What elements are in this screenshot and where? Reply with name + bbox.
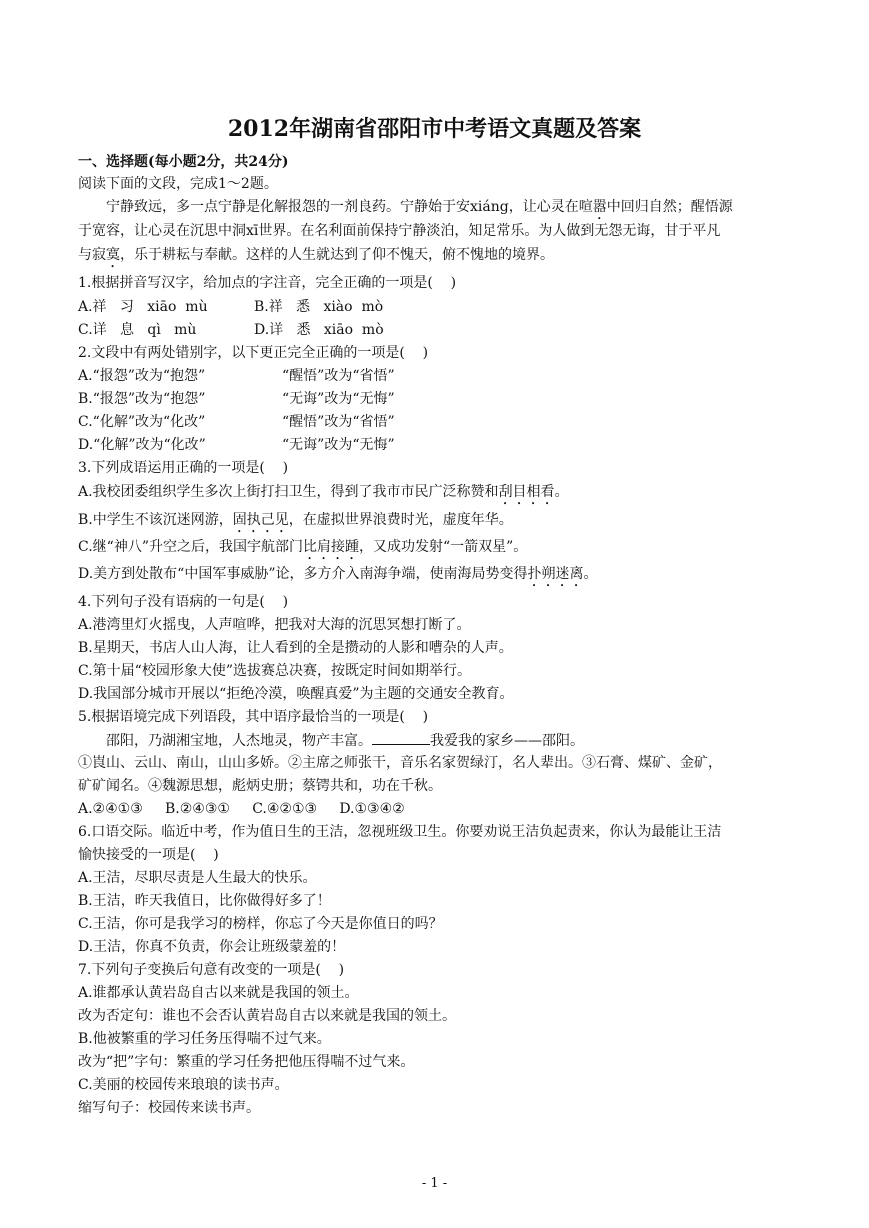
q5-line-1: ①崀山、云山、南山，山山多娇。②主席之师张干，音乐名家贺绿汀，名人辈出。③石膏、煤矿、金矿， bbox=[78, 755, 722, 771]
q7-option-b: B.他被繁重的学习任务压得喘不过气来。 bbox=[78, 1031, 331, 1047]
q3-stem: 3.下列成语运用正确的一项是( ) bbox=[78, 460, 289, 476]
q6-option-d: D.王洁，你真不负责，你会让班级蒙羞的！ bbox=[78, 939, 346, 955]
q3-option-c: C.继“神八”升空之后，我国宇航部门比肩接踵，又成功发射“一箭双星”。 bbox=[78, 539, 528, 555]
passage-line-3: 与寂寞，乐于耕耘与奉献。这样的人生就达到了仰不愧天，俯不愧地的境界。 bbox=[78, 247, 554, 263]
q1-option-b: B.祥 悉 xiào mò bbox=[254, 299, 384, 315]
q2-stem: 2.文段中有两处错别字，以下更正完全正确的一项是( ) bbox=[78, 345, 429, 361]
q5-line-2: 矿矿闻名。④魏源思想，彪炳史册；蔡锷共和，功在千秋。 bbox=[78, 778, 442, 794]
q2-option-c: C.“化解”改为“化改” “醒悟”改为“省悟” bbox=[78, 414, 395, 430]
q4-stem: 4.下列句子没有语病的一句是( ) bbox=[78, 594, 289, 610]
q5-blank bbox=[372, 730, 430, 745]
q7-option-b-change: 改为“把”字句：繁重的学习任务把他压得喘不过气来。 bbox=[78, 1054, 415, 1070]
q7-stem: 7.下列句子变换后句意有改变的一项是( ) bbox=[78, 962, 345, 978]
intro-text: 阅读下面的文段，完成1～2题。 bbox=[78, 176, 278, 192]
q4-option-c: C.第十届“校园形象大使”选拔赛总决赛，按既定时间如期举行。 bbox=[78, 663, 471, 679]
q3-option-b: B.中学生不该沉迷网游，固执己见，在虚拟世界浪费时光，虚度年华。 bbox=[78, 512, 513, 528]
q6-option-a: A.王洁，尽职尽责是人生最大的快乐。 bbox=[78, 870, 317, 886]
q1-options-row2 bbox=[78, 320, 799, 340]
q4-option-d: D.我国部分城市开展以“拒绝冷漠，唤醒真爱”为主题的交通安全教育。 bbox=[78, 686, 514, 702]
q6-option-b: B.王洁，昨天我值日，比你做得好多了！ bbox=[78, 893, 331, 909]
q1-option-c: C.详 息 qì mù bbox=[78, 322, 197, 338]
q1-option-a: A.祥 习 xiāo mù bbox=[78, 299, 208, 315]
q3-option-d: D.美方到处散布“中国军事威胁”论，多方介入南海争端，使南海局势变得扑朔迷离。 bbox=[78, 566, 598, 582]
passage-line-1: 宁静致远，多一点宁静是化解报怨的一剂良药。宁静始于安xiáng，让心灵在喧嚣中回归自然；醒悟源 bbox=[106, 199, 733, 215]
q7-option-c: C.美丽的校园传来琅琅的读书声。 bbox=[78, 1077, 289, 1093]
q1-stem: 1.根据拼音写汉字，给加点的字注音，完全正确的一项是( ) bbox=[78, 275, 457, 291]
q4-option-b: B.星期天，书店人山人海，让人看到的全是攒动的人影和嘈杂的人声。 bbox=[78, 640, 513, 656]
q4-option-a: A.港湾里灯火摇曳，人声喧哗，把我对大海的沉思冥想打断了。 bbox=[78, 617, 471, 633]
q2-option-d: D.“化解”改为“化改” “无诲”改为“无悔” bbox=[78, 437, 395, 453]
q3-option-a: A.我校团委组织学生多次上街打扫卫生，得到了我市市民广泛称赞和刮目相看。 bbox=[78, 484, 569, 500]
page-number: - 1 - bbox=[421, 1176, 448, 1191]
q6-stem-1: 6.口语交际。临近中考，作为值日生的王洁，忽视班级卫生。你要劝说王洁负起责来，你认为最能让王洁 bbox=[78, 824, 722, 840]
q6-option-c: C.王洁，你可是我学习的榜样，你忘了今天是你值日的吗？ bbox=[78, 916, 443, 932]
q2-option-a: A.“报怨”改为“抱怨” “醒悟”改为“省悟” bbox=[78, 368, 395, 384]
q5-context: 邵阳，乃湖湘宝地，人杰地灵，物产丰富。 我爱我的家乡——邵阳。 bbox=[78, 730, 799, 751]
q5-stem: 5.根据语境完成下列语段，其中语序最恰当的一项是( ) bbox=[78, 709, 429, 725]
section-header: 一、选择题(每小题2分，共24分) bbox=[78, 154, 289, 170]
q7-option-c-change: 缩写句子：校园传来读书声。 bbox=[78, 1100, 260, 1116]
q2-option-b: B.“报怨”改为“抱怨” “无诲”改为“无悔” bbox=[78, 391, 395, 407]
q6-stem-2: 愉快接受的一项是( ) bbox=[78, 847, 219, 863]
q5-options: A.②④①③ B.②④③① C.④②①③ D.①③④② bbox=[78, 801, 405, 817]
page-title: 2012年湖南省邵阳市中考语文真题及答案 bbox=[227, 116, 642, 142]
passage-line-2: 于宽容，让心灵在沉思中洞xī世界。在名利面前保持宁静淡泊，知足常乐。为人做到无怨无诲，甘于平凡 bbox=[78, 223, 721, 239]
q7-option-a-change: 改为否定句：谁也不会否认黄岩岛自古以来就是我国的领土。 bbox=[78, 1008, 456, 1024]
q1-option-d: D.详 悉 xiāo mò bbox=[254, 322, 384, 338]
q7-option-a: A.谁都承认黄岩岛自古以来就是我国的领土。 bbox=[78, 985, 359, 1001]
q1-options-row1 bbox=[78, 297, 799, 317]
